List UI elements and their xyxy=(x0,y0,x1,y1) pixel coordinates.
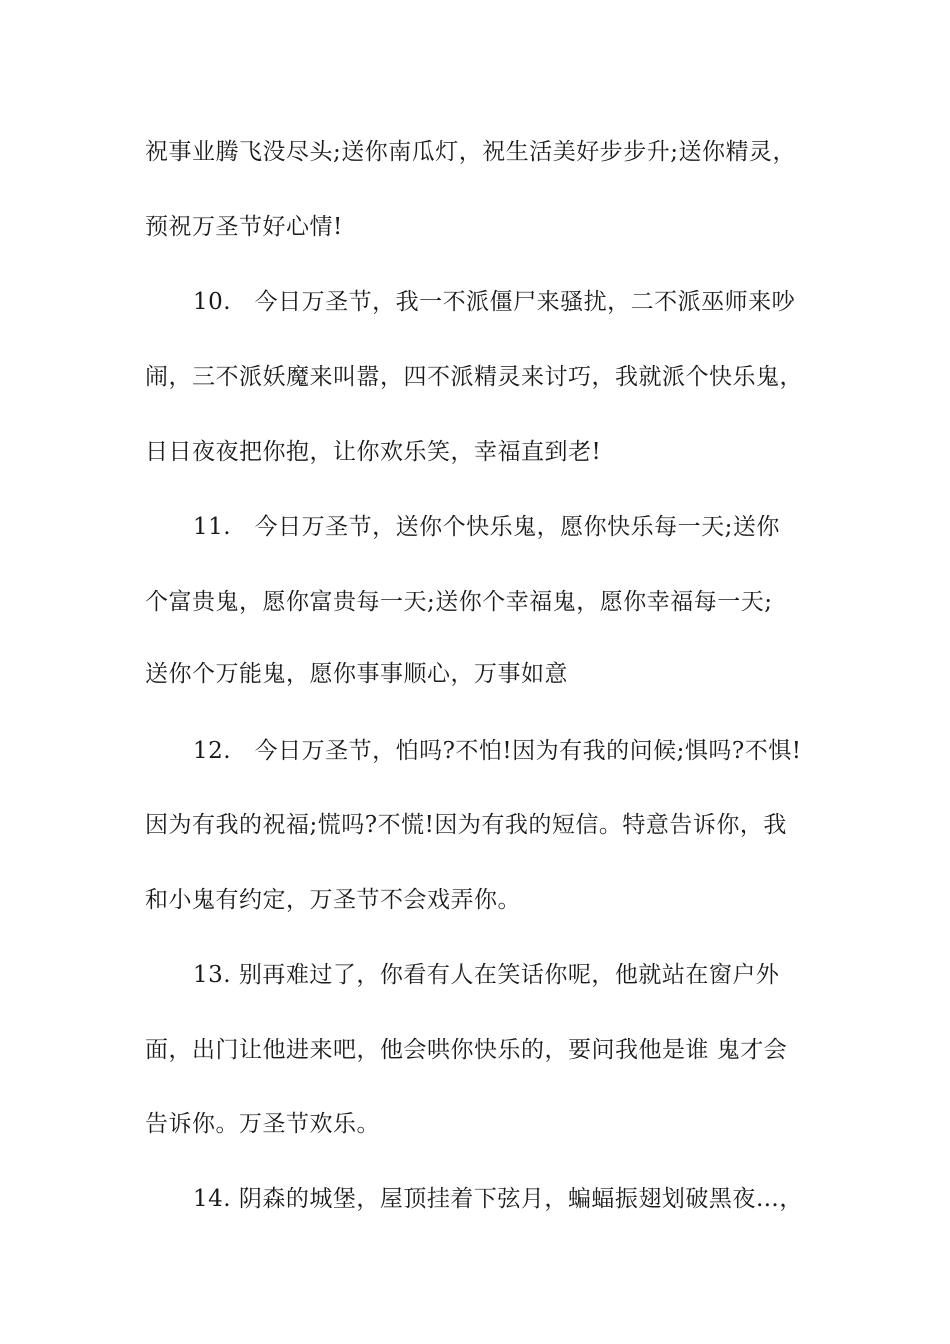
text-line: 因为有我的祝福;慌吗?不慌!因为有我的短信。特意告诉你，我 xyxy=(145,812,787,838)
text-line: 个富贵鬼，愿你富贵每一天;送你个幸福鬼，愿你幸福每一天; xyxy=(145,589,773,615)
paragraph-10-first-line: 10. 今日万圣节，我一不派僵尸来骚扰，二不派巫师来吵 xyxy=(193,289,796,315)
paragraph-14-first-line: 14. 阴森的城堡，屋顶挂着下弦月，蝙蝠振翅划破黑夜…， xyxy=(193,1186,803,1212)
paragraph-12-first-line: 12. 今日万圣节，怕吗?不怕!因为有我的问候;惧吗?不惧! xyxy=(193,738,802,764)
text-line: 和小鬼有约定，万圣节不会戏弄你。 xyxy=(145,887,521,913)
text-line: 祝事业腾飞没尽头;送你南瓜灯，祝生活美好步步升;送你精灵， xyxy=(145,139,796,165)
text-line: 闹，三不派妖魔来叫嚣，四不派精灵来讨巧，我就派个快乐鬼， xyxy=(145,364,803,390)
text-line: 日日夜夜把你抱，让你欢乐笑，幸福直到老! xyxy=(145,439,602,465)
paragraph-11-first-line: 11. 今日万圣节，送你个快乐鬼，愿你快乐每一天;送你 xyxy=(193,514,780,540)
text-line: 告诉你。万圣节欢乐。 xyxy=(145,1111,380,1137)
paragraph-13-first-line: 13. 别再难过了，你看有人在笑话你呢，他就站在窗户外 xyxy=(193,962,780,988)
text-line: 面，出门让他进来吧，他会哄你快乐的，要问我他是谁 鬼才会 xyxy=(145,1037,788,1063)
text-line: 预祝万圣节好心情! xyxy=(145,214,343,240)
text-line: 送你个万能鬼，愿你事事顺心，万事如意 xyxy=(145,661,568,687)
